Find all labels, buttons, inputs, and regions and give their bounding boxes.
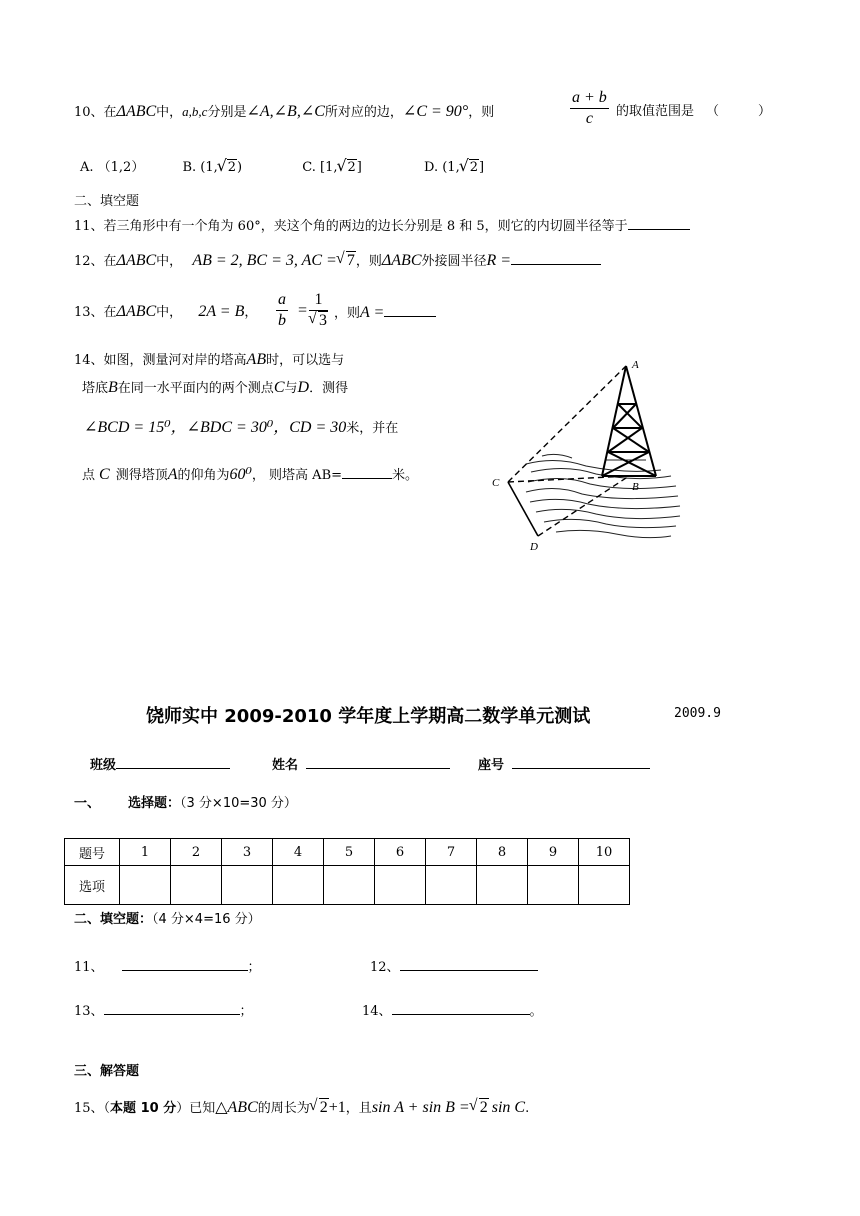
question-12: 12、在ΔABC中， AB = 2, BC = 3, AC =√ 7，则ΔABC外接圆半径R = [74,250,601,272]
q10-options [80,158,484,178]
answer-blank-11[interactable]: 11、 ； [74,956,261,978]
answer-cell[interactable] [222,866,273,905]
question-14-line3: ∠BCD = 15⁰，∠BDC = 30⁰，CD = 30米，并在 [84,419,399,436]
q13-fraction-ab: $\frac{a}{b}$ [278,291,286,329]
q11-blank [628,215,690,230]
question-11: 11、若三角形中有一个角为 60°，夹这个角的两边的边长分别是 8 和 5，则它的内切圆半径等于 [74,215,690,237]
question-number: 2 [171,839,222,866]
answer-sheet-date: 2009.9 [674,706,721,721]
answer-table-choice-row [65,866,630,905]
answer-blank-14[interactable]: 14、 。 [362,1000,543,1022]
q10-tail: 的取值范围是 （ ） [616,104,772,119]
option-a: A. （1,2） [80,160,145,175]
name-field[interactable]: 姓名 [272,754,450,776]
answer-cell[interactable] [171,866,222,905]
question-15: 15、（本题 10 分）已知△ABC的周长为√ 2+1，且sin A + sin B =√ 2 sin C. [74,1098,529,1119]
table-row-label: 选项 [65,866,120,905]
q13-fraction-root3: 1 √ 3 [309,290,328,331]
question-14-line1: 14、如图，测量河对岸的塔高AB时，可以选与 [74,351,345,368]
answer-cell[interactable] [477,866,528,905]
question-14-line2: 塔底B在同一水平面内的两个测点C与D．测得 [82,379,349,396]
q10-fraction: $\frac{a + b}{c}$ [572,89,607,127]
answer-cell[interactable] [528,866,579,905]
q13-blank [384,302,436,317]
label-b: B [632,481,639,493]
answer-blank-12[interactable]: 12、 [370,956,538,978]
answer-sheet-title: 饶师实中 2009-2010 学年度上学期高二数学单元测试 [146,706,591,727]
question-13: 13、在ΔABC中， 2A = B， [74,303,258,320]
label-d: D [530,541,538,553]
option-b: B. (1,√ 2) [182,160,242,175]
question-number: 4 [273,839,324,866]
question-14-line4: 点 C 测得塔顶A的仰角为60⁰， 则塔高 AB= 米。 [82,466,419,483]
table-header-label: 题号 [65,839,120,866]
question-number: 8 [477,839,528,866]
option-d: D. (1,√ 2] [424,160,484,175]
answer-cell[interactable] [579,866,630,905]
answer-table [64,838,630,905]
question-number: 1 [120,839,171,866]
question-10: 10、在ΔABC中，a,b,c分别是∠A,∠B,∠C所对应的边，∠C = 90°，则 [74,103,495,120]
seat-field[interactable]: 座号 [478,754,650,776]
question-number: 7 [426,839,477,866]
question-number: 9 [528,839,579,866]
class-field[interactable]: 班级 [90,754,230,776]
section-2-heading: 二、填空题 [74,194,140,209]
label-a: A [632,359,639,371]
tower-river-figure [486,356,686,556]
q13-tail: ，则A = [334,302,436,324]
section-1-heading: 一、 选择题：（3 分×10=30 分） [74,796,297,811]
section-3-heading: 三、解答题 [74,1064,140,1079]
answer-cell[interactable] [375,866,426,905]
q12-blank [511,250,601,265]
answer-cell[interactable] [120,866,171,905]
q13-equals: = [297,302,308,319]
question-number: 10 [579,839,630,866]
answer-table-header-row [65,839,630,866]
question-number: 5 [324,839,375,866]
question-number: 6 [375,839,426,866]
q14-blank [342,464,392,479]
answer-cell[interactable] [426,866,477,905]
answer-cell[interactable] [273,866,324,905]
label-c: C [492,477,500,489]
option-c: C. [1,√ 2] [302,160,362,175]
answer-blank-13[interactable]: 13、 ； [74,1000,253,1022]
answer-cell[interactable] [324,866,375,905]
section-2-answer-heading: 二、填空题：（4 分×4=16 分） [74,912,261,927]
question-number: 3 [222,839,273,866]
